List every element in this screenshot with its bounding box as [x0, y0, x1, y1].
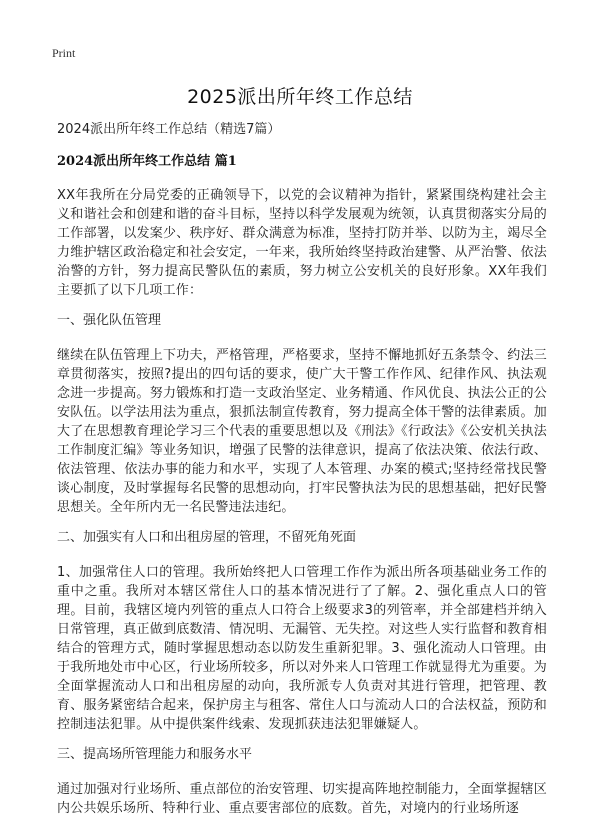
- body-venue-management: 通过加强对行业场所、重点部位的治安管理、切实提高阵地控制能力，全面掌握辖区内公共娱乐场所、特种行业、重点要害部位的底数。首先，对境内的行业场所逐: [57, 782, 547, 816]
- intro-paragraph: XX年我所在分局党委的正确领导下，以党的会议精神为指针，紧紧围绕构建社会主义和谐社会和创建和谐的奋斗目标，坚持以科学发展观为统领，认真贯彻落实分局的工作部署，以发案少、秩序好、群众满意为标准，坚持打防并举、以防为主，竭尽全力维护辖区政治稳定和社会安定，一年来，我所始终坚持政治建警、从严治警、依法治警的方针，努力提高民警队伍的素质，努力树立公安机关的良好形象。XX年我们主要抓了以下几项工作：: [57, 188, 547, 298]
- body-population-management: 1、加强常住人口的管理。我所始终把人口管理工作作为派出所各项基础业务工作的重中之重。我所对本辖区常住人口的基本情况进行了了解。2、强化重点人口的管理。目前，我辖区境内列管的重点人口符合上级要求3的列管率，并全部建档并纳入日常管理，真正做到底数清、情况明、无漏管、无失控。对这些人实行监督和教育相结合的管理方式，随时掌握思想动态以防发生重新犯罪。3、强化流动人口管理。由于我所地处市中心区，行业场所较多，所以对外来人口管理工作就显得尤为重要。为全面掌握流动人口和出租房屋的动向，我所派专人负责对其进行管理，把管理、教育、服务紧密结合起来，保护房主与租客、常住人口与流动人口的合法权益，预防和控制违法犯罪。从中提供案件线索、发现抓获违法犯罪嫌疑人。: [57, 565, 547, 732]
- heading-population-management: 二、加强实有人口和出租房屋的管理，不留死角死面: [57, 530, 357, 545]
- document-subtitle: 2024派出所年终工作总结（精选7篇）: [57, 122, 281, 137]
- section-title: 2024派出所年终工作总结 篇1: [57, 154, 237, 169]
- document-body: [57, 122, 547, 828]
- document-title: 2025派出所年终工作总结: [187, 86, 413, 108]
- heading-team-management: 一、强化队伍管理: [57, 313, 162, 328]
- heading-venue-management: 三、提高场所管理能力和服务水平: [57, 747, 253, 762]
- body-team-management: 继续在队伍管理上下功夫，严格管理，严格要求，坚持不懈地抓好五条禁令、约法三章贯彻落实，按照?提出的四句话的要求，使广大干警工作作风、纪律作风、执法观念进一步提高。努力锻炼和打造一支政治坚定、业务精通、作风优良、执法公正的公安队伍。以学法用法为重点，狠抓法制宣传教育，努力提高全体干警的法律素质。加大了在思想教育理论学习三个代表的重要思想以及《刑法》《行政法》《公安机关执法工作制度汇编》等业务知识，增强了民警的法律意识，提高了依法决策、依法行政、依法管理、依法办事的能力和水平，实现了人本管理、办案的模式;坚持经常找民警谈心制度，及时掌握每名民警的思想动向，打牢民警执法为民的思想基础，把好民警思想关。全年所内无一名民警违法违纪。: [57, 348, 547, 515]
- print-label[interactable]: Print: [52, 46, 76, 60]
